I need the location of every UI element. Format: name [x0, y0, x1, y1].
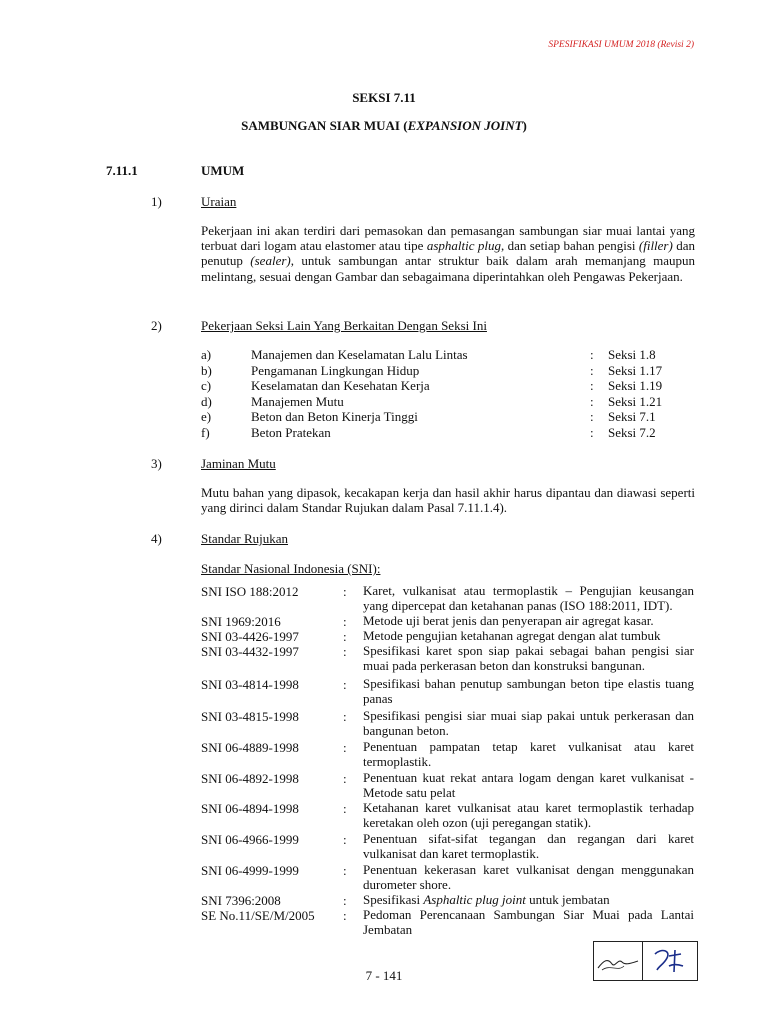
- ref-description: Penentuan kekerasan karet vulkanisat dengan menggunakan durometer shore.: [363, 862, 694, 892]
- ref-description: Spesifikasi pengisi siar muai siap pakai untuk perkerasan dan bangunan beton.: [363, 708, 694, 738]
- ref-code: SNI 06-4892-1998: [201, 771, 299, 786]
- ref-code: SE No.11/SE/M/2005: [201, 908, 315, 923]
- list-item-letter: b): [201, 362, 212, 378]
- ref-code: SNI 03-4426-1997: [201, 629, 299, 644]
- list-item-label: Beton Pratekan: [251, 424, 331, 440]
- ref-colon: :: [343, 863, 347, 878]
- item4-number: 4): [151, 531, 162, 546]
- subsection-number: 7.11.1: [106, 163, 138, 178]
- ref-description: Metode uji berat jenis dan penyerapan air agregat kasar.: [363, 613, 654, 628]
- ref-colon: :: [343, 629, 347, 644]
- subsection-title: UMUM: [201, 163, 245, 178]
- list-item-colon: :: [590, 378, 594, 393]
- ref-colon: :: [343, 614, 347, 629]
- ref-code: SNI 06-4894-1998: [201, 801, 299, 816]
- item4-heading: Standar Rujukan: [201, 531, 289, 546]
- ref-colon: :: [343, 832, 347, 847]
- list-item-label: Keselamatan dan Kesehatan Kerja: [251, 378, 430, 393]
- item3-heading: Jaminan Mutu: [201, 456, 276, 471]
- list-item-colon: :: [590, 362, 594, 378]
- ref-code: SNI 1969:2016: [201, 614, 281, 629]
- ref-code: SNI 06-4889-1998: [201, 740, 299, 755]
- ref-code: SNI 06-4966-1999: [201, 832, 299, 847]
- running-header: SPESIFIKASI UMUM 2018 (Revisi 2): [548, 40, 694, 50]
- section-title: SAMBUNGAN SIAR MUAI (EXPANSION JOINT): [241, 118, 527, 133]
- ref-code: SNI 03-4815-1998: [201, 709, 299, 724]
- ref-code: SNI 7396:2008: [201, 893, 281, 908]
- ref-colon: :: [343, 801, 347, 816]
- related-sections-list: [0, 347, 768, 441]
- ref-code: SNI 03-4432-1997: [201, 644, 299, 659]
- ref-description: Penentuan kuat rekat antara logam dengan karet vulkanisat - Metode satu pelat: [363, 770, 694, 800]
- ref-colon: :: [343, 771, 347, 786]
- list-item-ref: Seksi 7.1: [608, 409, 656, 424]
- item1-number: 1): [151, 194, 162, 209]
- ref-colon: :: [343, 893, 347, 908]
- ref-code: SNI ISO 188:2012: [201, 584, 299, 599]
- ref-colon: :: [343, 584, 347, 599]
- item3-paragraph: Mutu bahan yang dipasok, kecakapan kerja dan hasil akhir harus dipantau dan diawasi seperti yang dirinci dalam Standar Rujukan dalam Pasal 7.11.1.4).: [201, 485, 695, 516]
- ref-code: SNI 03-4814-1998: [201, 677, 299, 692]
- item4-subheading: Standar Nasional Indonesia (SNI):: [201, 561, 381, 576]
- list-item-ref: Seksi 7.2: [608, 424, 656, 440]
- list-item-letter: f): [201, 424, 210, 440]
- ref-colon: :: [343, 709, 347, 724]
- ref-description: Spesifikasi bahan penutup sambungan beton tipe elastis tuang panas: [363, 676, 694, 706]
- list-item-ref: Seksi 1.19: [608, 378, 663, 393]
- item1-heading: Uraian: [201, 194, 237, 209]
- ref-description: Penentuan pampatan tetap karet vulkanisat atau karet termoplastik.: [363, 739, 694, 769]
- ref-colon: :: [343, 644, 347, 659]
- ref-description: Karet, vulkanisat atau termoplastik – Pengujian keusangan yang dipercepat dan ketahanan panas (ISO 188:2011, IDT).: [363, 583, 694, 613]
- list-item-ref: Seksi 1.21: [608, 393, 663, 409]
- item2-heading: Pekerjaan Seksi Lain Yang Berkaitan Dengan Seksi Ini: [201, 318, 487, 333]
- ref-description: Spesifikasi Asphaltic plug joint untuk jembatan: [363, 892, 610, 907]
- item3-number: 3): [151, 456, 162, 471]
- ref-description: Metode pengujian ketahanan agregat dengan alat tumbuk: [363, 628, 661, 643]
- ref-description: Ketahanan karet vulkanisat atau karet termoplastik terhadap keretakan oleh ozon (uji peregangan statik).: [363, 800, 694, 830]
- list-item-letter: a): [201, 347, 212, 362]
- list-item-label: Manajemen dan Keselamatan Lalu Lintas: [251, 347, 468, 362]
- item2-number: 2): [151, 318, 162, 333]
- list-item-colon: :: [590, 393, 594, 409]
- ref-description: Penentuan sifat-sifat tegangan dan regangan dari karet vulkanisat dan karet termoplastik.: [363, 831, 694, 861]
- list-item-letter: e): [201, 409, 212, 424]
- ref-colon: :: [343, 740, 347, 755]
- ref-code: SNI 06-4999-1999: [201, 863, 299, 878]
- ref-colon: :: [343, 908, 347, 923]
- list-item-colon: :: [590, 424, 594, 440]
- list-item-letter: c): [201, 378, 212, 393]
- ref-description: Spesifikasi karet spon siap pakai sebagai bahan pengisi siar muai pada perkerasan beton dan konstruksi bangunan.: [363, 643, 694, 673]
- ref-colon: :: [343, 677, 347, 692]
- ref-description: Pedoman Perencanaan Sambungan Siar Muai pada Lantai Jembatan: [363, 907, 694, 937]
- list-item-ref: Seksi 1.17: [608, 362, 663, 378]
- list-item-label: Beton dan Beton Kinerja Tinggi: [251, 409, 418, 424]
- list-item-letter: d): [201, 393, 212, 409]
- section-number: SEKSI 7.11: [352, 90, 416, 105]
- item1-paragraph: Pekerjaan ini akan terdiri dari pemasokan dan pemasangan sambungan siar muai lantai yang terbuat dari logam atau elastomer atau tipe asphaltic plug, dan setiap bahan pengisi (filler) dan penutup (sealer), untuk sambungan antar struktur baik dalam arah memanjang maupun melintang, sesuai dengan Gambar dan sebagaimana diperintahkan oleh Pengawas Pekerjaan.: [201, 223, 695, 284]
- list-item-label: Manajemen Mutu: [251, 393, 344, 409]
- list-item-label: Pengamanan Lingkungan Hidup: [251, 362, 420, 378]
- list-item-colon: :: [590, 409, 594, 424]
- page-number: 7 - 141: [365, 968, 403, 983]
- list-item-ref: Seksi 1.8: [608, 347, 656, 362]
- list-item-colon: :: [590, 347, 594, 362]
